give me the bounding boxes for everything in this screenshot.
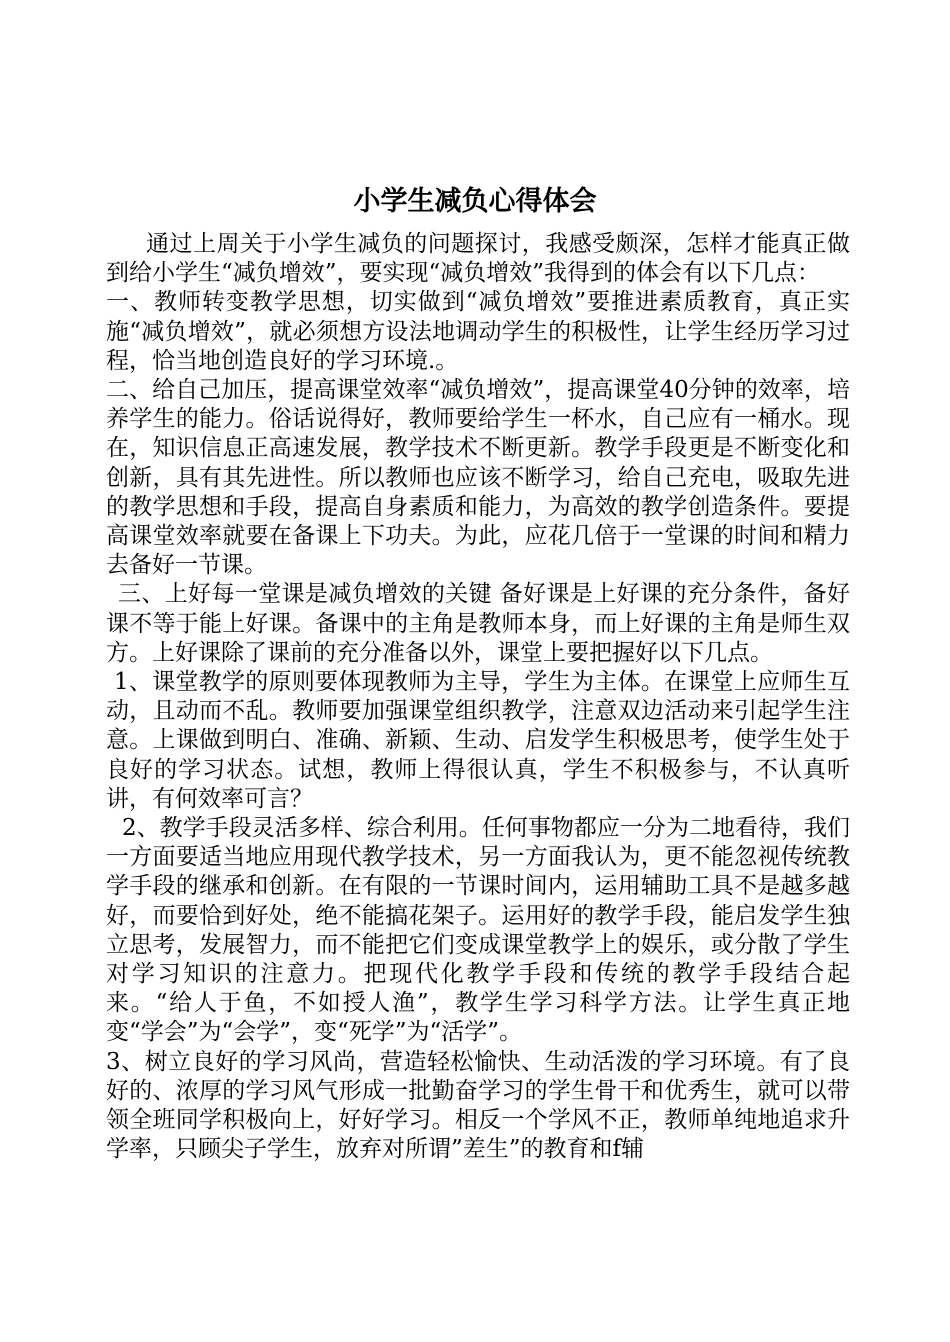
document-title: 小学生减负心得体会 <box>353 186 597 217</box>
paragraph-point-3: 三、上好每一堂课是减负增效的关键 备好课是上好课的充分条件，备好课不等于能上好课。备课中的主角是教师本身，而上好课的主角是师生双方。上好课除了课前的充分准备以外，课堂上要把握好以下几点。 <box>106 581 850 666</box>
paragraph-intro: 通过上周关于小学生减负的问题探讨，我感受颇深，怎样才能真正做到给小学生“减负增效”，要实现“减负增效”我得到的体会有以下几点： <box>106 231 850 287</box>
paragraph-subpoint-3: 3、树立良好的学习风尚，营造轻松愉快、生动活泼的学习环境。有了良好的、浓厚的学习风气形成一批勤奋学习的学生骨干和优秀生，就可以带领全班同学积极向上，好好学习。相反一个学风不正，教师单纯地追求升学率，只顾尖子学生，放弃对所谓”差生”的教育和f辅 <box>106 1048 850 1163</box>
paragraph-subpoint-1: 1、课堂教学的原则要体现教师为主导，学生为主体。在课堂上应师生互动，且动而不乱。教师要加强课堂组织教学，注意双边活动来引起学生注意。上课做到明白、准确、新颖、生动、启发学生积极思考，使学生处于良好的学习状态。试想，教师上得很认真，学生不积极参与，不认真听讲，有何效率可言？ <box>106 669 850 812</box>
document-body <box>106 230 850 1165</box>
paragraph-subpoint-2: 2、教学手段灵活多样、综合利用。任何事物都应一分为二地看待，我们一方面要适当地应用现代教学技术，另一方面我认为，更不能忽视传统教学手段的继承和创新。在有限的一节课时间内，运用辅助工具不是越多越好，而要恰到好处，绝不能搞花架子。运用好的教学手段，能启发学生独立思考，发展智力，而不能把它们变成课堂教学上的娱乐，或分散了学生对学习知识的注意力。把现代化教学手段和传统的教学手段结合起来。“给人于鱼，不如授人渔”，教学生学习科学方法。让学生真正地变“学会”为“会学”，变“死学”为“活学”。 <box>106 815 850 1046</box>
paragraph-point-2: 二、给自己加压，提高课堂效率“减负增效”，提高课堂40分钟的效率，培养学生的能力。俗话说得好，教师要给学生一杯水，自己应有一桶水。现在，知识信息正高速发展，教学技术不断更新。教学手段更是不断变化和创新，具有其先进性。所以教师也应该不断学习，给自己充电，吸取先进的教学思想和手段，提高自身素质和能力，为高效的教学创造条件。要提高课堂效率就要在备课上下功夫。为此，应花几倍于一堂课的时间和精力去备好一节课。 <box>106 377 850 579</box>
paragraph-point-1: 一、教师转变教学思想，切实做到“减负增效”要推进素质教育，真正实施“减负增效”，就必须想方设法地调动学生的积极性，让学生经历学习过程，恰当地创造良好的学习环境.。 <box>106 289 850 374</box>
